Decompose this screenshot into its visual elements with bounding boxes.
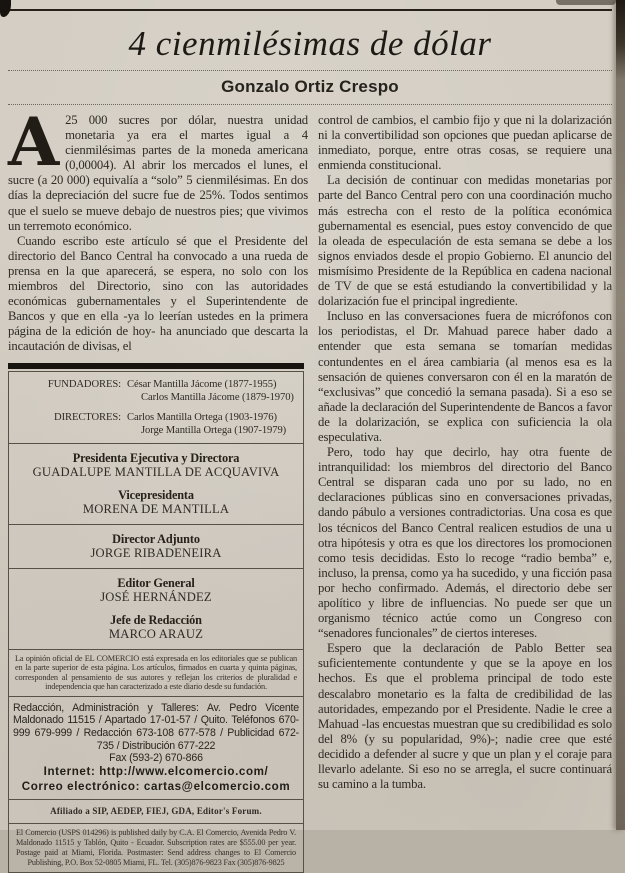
masthead-role — [15, 451, 297, 480]
director-name: Carlos Mantilla Ortega (1903-1976) — [127, 411, 277, 423]
scan-edge-shadow — [616, 0, 625, 830]
paragraph: Cuando escribo este artículo sé que el Presidente del directorio del Banco Central ha convocado a una rueda de prensa en la que aparecerá, se espera, no solo con los miembros del Directorio, sino con las autoridades económicas gubernamentales y el Superintendente de Bancos y que en ella -ya lo leerían ustedes en la primera página de la edición de hoy- ha anunciado que descarta la incautación de divisas, el — [8, 233, 308, 354]
paragraph: Incluso en las conversaciones fuera de micrófonos con los periodistas, el Dr. Mahuad parece haber dado a entender que esta semana se tomarían medidas contundentes en el área cambiaria (al menos esa es la sensación de quienes conversaron con él en la maratón de “exclusivas” que concedió la semana pasada). Si a eso se añade la declaración del Superintendente de Bancos a favor de la dolarización, se explica con suficiencia la ola especulativa. — [318, 309, 612, 444]
masthead-founders-cell — [9, 372, 303, 444]
contact-fax: Fax (593-2) 670-866 — [109, 752, 203, 765]
masthead-adjunct-director-cell — [9, 525, 303, 569]
article-title: 4 cienmilésimas de dólar — [128, 24, 492, 63]
founder-name: César Mantilla Jácome (1877-1955) — [127, 378, 277, 390]
top-rule — [8, 9, 612, 11]
byline: Gonzalo Ortiz Crespo — [221, 77, 399, 96]
editorial-disclaimer: La opinión oficial de EL COMERCIO está expresada en los editoriales que se publican en la parte superior de esta página. Los artículos, firmados en cuarta y quinta páginas, corresponden al pensamiento de sus autores y reflejan los criterios de pluralidad e independencia que han caracterizado a este diario desde su fundación. — [9, 650, 303, 697]
paragraph-text: 25 000 sucres por dólar, nuestra unidad monetaria ya era el martes igual a 4 cienmilésimas partes de la moneda americana (0,00004). Al abrir los mercados el lunes, el sucre (a 20 000) equivalía a “solo” 5 cienmilésimas. En dos días la depreciación del sucre fue de 25%. Todos sentimos que el suelo se mueve debajo de nuestros pies; que vivimos un terremoto económico. — [8, 113, 308, 233]
masthead-role — [15, 576, 297, 605]
masthead-contact-cell — [9, 697, 303, 800]
email-address: cartas@elcomercio.com — [143, 779, 291, 793]
role-name: JOSÉ HERNÁNDEZ — [100, 589, 212, 604]
paragraph: La decisión de continuar con medidas monetarias por parte del Banco Central pero con una coordinación mucho más estrecha con el resto de la política económica gubernamental es esencial, pues estoy convencido de que la oleada de especulación de esta semana se debe a los signos enviados desde el propio Gobierno. El anuncio del mismísimo Presidente de la República en cadena nacional de TV de que se está estudiando la convertibilidad y la dolarización fue el principal ingrediente. — [318, 173, 612, 309]
contact-address: Redacción, Administración y Talleres: Av. Pedro Vicente Maldonado 11515 / Apartado 17-01-57 / Quito. Teléfonos 670-999 679-999 / Redacción 673-108 677-578 / Publicidad 672-735 / Distribución 677-222 — [13, 701, 299, 752]
masthead-president-cell — [9, 444, 303, 525]
masthead-role — [15, 488, 297, 517]
left-column — [8, 103, 308, 873]
paragraph: control de cambios, el cambio fijo y que ni la dolarización ni la convertibilidad son opciones que puedan aplicarse de inmediato, porque, entre otras cosas, se requiere una enmienda constitucional. — [318, 113, 612, 173]
role-title: Jefe de Redacción — [110, 612, 202, 627]
role-title: Vicepresidenta — [118, 487, 194, 502]
role-title: Editor General — [117, 575, 195, 590]
role-name: MORENA DE MANTILLA — [82, 501, 230, 516]
founders-row — [17, 378, 295, 404]
contact-internet — [13, 765, 299, 780]
masthead-box — [8, 363, 304, 873]
paragraph: Espero que la declaración de Pablo Better sea suficientemente contundente y que se la apoye en los hechos. Es que el problema principal de todo este descalabro monetario es la falta de credibilidad de las autoridades, empezando por el Presidente. Nadie le cree a Mahuad -las encuestas muestran que su credibilidad es solo del 8% (y su popularidad, 9%)-; nadie cree que esté decidido a defender al sucre y que un plan y el coraje para llevarlo adelante. Si eso no se arregla, el sucre continuará su camino a la tumba. — [318, 641, 612, 792]
internet-url: http://www.elcomercio.com/ — [99, 765, 269, 779]
masthead-editors-cell — [9, 569, 303, 650]
paragraph — [8, 103, 308, 234]
usps-legal-notice: El Comercio (USPS 014296) is published daily by C.A. El Comercio, Avenida Pedro V. Maldonado 11515 y Tablón, Quito - Ecuador. Subscription rates are $555.00 per year. Postage paid at Miami, Florida. Postmaster: Send address changes to El Comercio Publishing, P.O. Box 52-0805 Miami, FL. Tel. (305)876-9823 Fax (305)876-9825 — [16, 828, 296, 867]
founders-label: FUNDADORES: — [47, 378, 121, 390]
affiliation-line: Afiliado a SIP, AEDEP, FIEJ, GDA, Editor's Forum. — [9, 800, 303, 824]
director-name: Jorge Mantilla Ortega (1907-1979) — [141, 424, 287, 436]
article-body — [8, 103, 612, 873]
masthead-role — [15, 532, 297, 561]
scan-top-smudge — [556, 0, 616, 5]
role-title: Presidenta Ejecutiva y Directora — [72, 450, 240, 465]
internet-label: Internet: — [43, 765, 96, 779]
role-name: GUADALUPE MANTILLA DE ACQUAVIVA — [32, 464, 280, 479]
email-label: Correo electrónico: — [21, 779, 141, 793]
byline-rule-bottom — [8, 104, 612, 105]
directors-label: DIRECTORES: — [54, 411, 121, 423]
paragraph: Pero, todo hay que decirlo, hay otra fuente de intranquilidad: los miembros del directorio del Banco Central se disparan cada uno por su lado, no en declaraciones públicas sino en conversaciones privadas, dando pábulo a versiones contradictorias. Una cosa es que los técnicos del Banco Central realicen estudios de una u otra hipótesis y otra es que los directores los promocionen como tesis decididas. Esto lo recoge “radio bemba” e, incluso, la prensa, como ya ha sucedido, y una ficción pasa por hecho confirmado. Además, el directorio debe ser apolítico y libre de influencias. No puede ser que un organismo técnico actúe como un Congreso con “senadores funcionales” de ciertos intereses. — [318, 445, 612, 641]
role-name: MARCO ARAUZ — [108, 626, 204, 641]
directors-row — [17, 411, 295, 437]
role-name: JORGE RIBADENEIRA — [90, 545, 222, 560]
right-column — [318, 113, 612, 873]
masthead-role — [15, 613, 297, 642]
drop-cap: A — [8, 103, 60, 181]
contact-email — [13, 780, 299, 795]
role-title: Director Adjunto — [112, 531, 200, 546]
founder-name: Carlos Mantilla Jácome (1879-1970) — [141, 391, 294, 403]
masthead-top-bar — [8, 363, 304, 369]
